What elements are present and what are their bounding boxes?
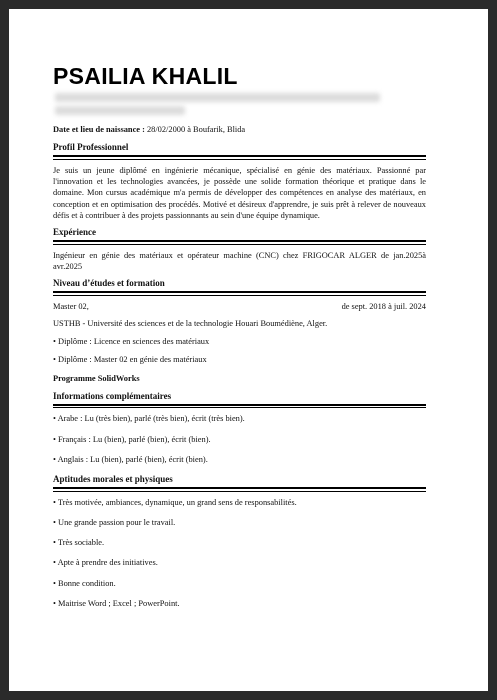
diploma-item: • Diplôme : Licence en sciences des matériaux xyxy=(53,337,210,347)
cv-content xyxy=(53,124,426,618)
skill-item: • Maitrise Word ; Excel ; PowerPoint. xyxy=(53,598,180,608)
skill-item: • Apte à prendre des initiatives. xyxy=(53,558,158,568)
experience-text: Ingénieur en génie des matériaux et opérateur machine (CNC) chez FRIGOCAR ALGER de jan.2025à avr.2025 xyxy=(53,250,426,271)
language-item: • Anglais : Lu (bien), parlé (bien), écrit (bien). xyxy=(53,454,208,464)
program-item: Programme SolidWorks xyxy=(53,373,140,383)
section-title-education: Niveau d’études et formation xyxy=(53,278,165,289)
section-rule-thin xyxy=(53,407,426,408)
skill-item: • Bonne condition. xyxy=(53,578,116,588)
candidate-name: PSAILIA KHALIL xyxy=(53,63,238,89)
skill-item: • Très sociable. xyxy=(53,538,105,548)
skill-item: • Une grande passion pour le travail. xyxy=(53,517,176,527)
section-title-experience: Expérience xyxy=(53,226,96,237)
section-rule xyxy=(53,240,426,242)
section-rule xyxy=(53,404,426,406)
info-section xyxy=(53,391,426,465)
language-item: • Arabe : Lu (très bien), parlé (très bien), écrit (très bien). xyxy=(53,414,245,424)
redacted-contact-line xyxy=(55,106,185,115)
birth-info xyxy=(53,124,426,135)
section-rule xyxy=(53,487,426,489)
skills-section xyxy=(53,474,426,609)
section-title-profile: Profil Professionnel xyxy=(53,142,129,153)
section-rule-thin xyxy=(53,491,426,492)
diploma-item: • Diplôme : Master 02 en génie des matériaux xyxy=(53,355,207,365)
language-item: • Français : Lu (bien), parlé (bien), écrit (bien). xyxy=(53,434,211,444)
degree-row xyxy=(53,301,426,312)
section-title-info: Informations complémentaires xyxy=(53,390,172,401)
redacted-contact-line xyxy=(55,93,380,102)
section-rule-thin xyxy=(53,295,426,296)
section-title-skills: Aptitudes morales et physiques xyxy=(53,474,173,485)
profile-text: Je suis un jeune diplômé en ingénierie mécanique, spécialisé en génie des matériaux. Passionné par l'innovation et les technologies avancées, je possède une solide formation théorique et pratique dans le domaine. Mon cursus académique m'a permis de développer des compétences en analyse des matériaux, en conception et en optimisation des procédés. Motivé et désireux d'apprendre, je suis prêt à relever de nouveaux défis et à contribuer à des projets passionnants au sein d'une équipe dynamique. xyxy=(53,165,426,220)
degree-name: Master 02, xyxy=(53,301,89,311)
section-rule xyxy=(53,155,426,157)
education-section xyxy=(53,278,426,384)
birth-value: 28/02/2000 à Boufarik, Blida xyxy=(144,125,246,134)
school-name: USTHB - Université des sciences et de la technologie Houari Boumédiène, Alger. xyxy=(53,318,328,328)
section-rule-thin xyxy=(53,159,426,160)
degree-dates: de sept. 2018 à juil. 2024 xyxy=(341,301,426,311)
skill-item: • Très motivée, ambiances, dynamique, un grand sens de responsabilités. xyxy=(53,497,297,507)
section-rule xyxy=(53,291,426,293)
profile-section xyxy=(53,142,426,221)
birth-label: Date et lieu de naissance : xyxy=(53,125,145,134)
experience-section xyxy=(53,227,426,272)
section-rule-thin xyxy=(53,244,426,245)
